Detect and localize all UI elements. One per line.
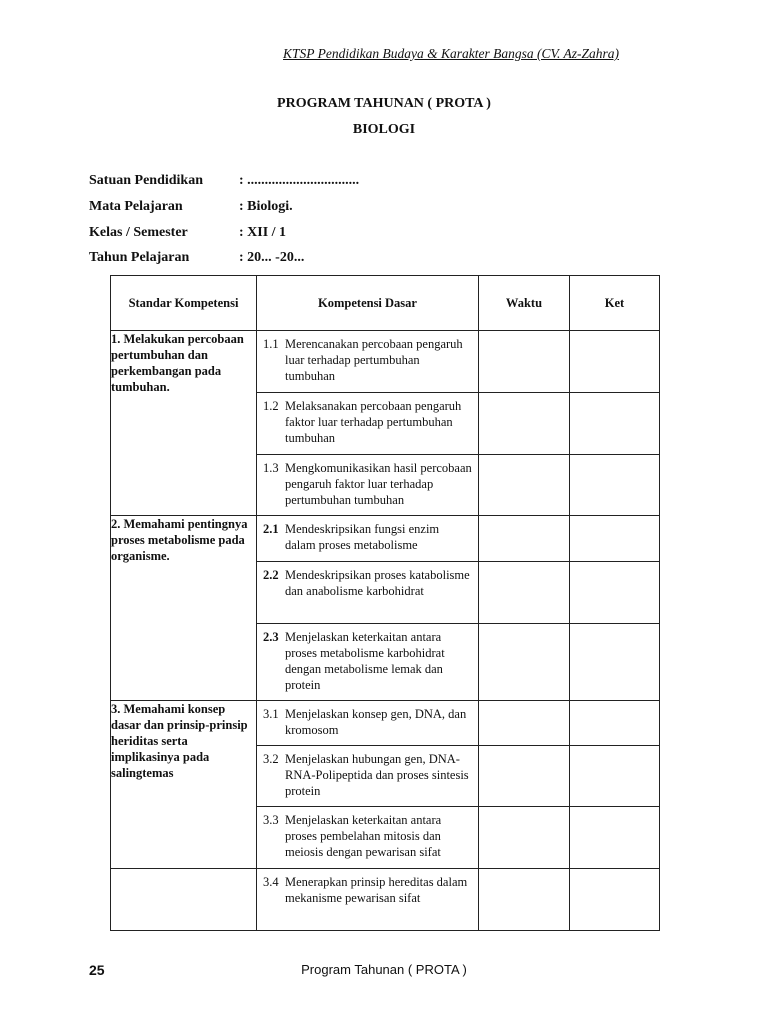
kd-text: Menjelaskan keterkaitan antara proses pembelahan mitosis dan meiosis dengan pewarisan sifat: [285, 813, 442, 859]
kd-text: Mendeskripsikan proses katabolisme dan anabolisme karbohidrat: [285, 568, 470, 598]
kd-cell: [257, 869, 479, 931]
kd-cell: [257, 562, 479, 624]
header-waktu: Waktu: [479, 276, 570, 331]
running-header: KTSP Pendidikan Budaya & Karakter Bangsa (CV. Az-Zahra): [283, 46, 619, 61]
kd-number: 1.1: [263, 337, 279, 351]
header-kompetensi-dasar: Kompetensi Dasar: [257, 276, 479, 331]
kd-number: 1.3: [263, 461, 279, 475]
kd-text: Merencanakan percobaan pengaruh luar terhadap pertumbuhan tumbuhan: [285, 337, 463, 383]
ket-cell: [570, 562, 660, 624]
sk-cell: 1. Melakukan percobaan pertumbuhan dan perkembangan pada tumbuhan.: [111, 331, 257, 516]
info-value: : ................................: [239, 173, 360, 188]
kd-cell: [257, 746, 479, 807]
table-row: [111, 869, 660, 931]
waktu-cell: [479, 746, 570, 807]
sk-cell: 2. Memahami pentingnya proses metabolisme pada organisme.: [111, 516, 257, 701]
ket-cell: [570, 869, 660, 931]
kd-text: Mengkomunikasikan hasil percobaan pengaruh faktor luar terhadap pertumbuhan tumbuhan: [285, 461, 472, 507]
info-value: : Biologi.: [239, 199, 293, 214]
waktu-cell: [479, 807, 570, 869]
waktu-cell: [479, 331, 570, 393]
ket-cell: [570, 393, 660, 455]
waktu-cell: [479, 701, 570, 746]
ket-cell: [570, 455, 660, 516]
info-label: Tahun Pelajaran: [89, 250, 190, 265]
info-label: Kelas / Semester: [89, 225, 188, 240]
kd-number: 1.2: [263, 399, 279, 413]
kd-cell: [257, 807, 479, 869]
document-title: PROGRAM TAHUNAN ( PROTA ): [277, 96, 491, 111]
ket-cell: [570, 701, 660, 746]
kd-number: 3.2: [263, 752, 279, 766]
info-value: : 20... -20...: [239, 250, 305, 265]
table-row: [111, 701, 660, 746]
info-label: Satuan Pendidikan: [89, 173, 203, 188]
sk-cell: 3. Memahami konsep dasar dan prinsip-prinsip heriditas serta implikasinya pada salingtemas: [111, 701, 257, 869]
info-label: Mata Pelajaran: [89, 199, 183, 214]
waktu-cell: [479, 624, 570, 701]
ket-cell: [570, 516, 660, 562]
kd-number: 2.3: [263, 630, 279, 644]
waktu-cell: [479, 869, 570, 931]
running-footer: Program Tahunan ( PROTA ): [301, 962, 467, 977]
table-row: [111, 331, 660, 393]
kd-number: 3.4: [263, 875, 279, 889]
table-row: [111, 516, 660, 562]
kd-text: Menjelaskan hubungan gen, DNA-RNA-Polipeptida dan proses sintesis protein: [285, 752, 469, 798]
info-value: : XII / 1: [239, 225, 287, 240]
sk-cell: [111, 869, 257, 931]
kd-number: 3.3: [263, 813, 279, 827]
kd-text: Melaksanakan percobaan pengaruh faktor luar terhadap pertumbuhan tumbuhan: [285, 399, 462, 445]
kd-number: 2.1: [263, 522, 279, 536]
waktu-cell: [479, 455, 570, 516]
prota-table: [110, 275, 660, 931]
kd-cell: [257, 624, 479, 701]
kd-number: 2.2: [263, 568, 279, 582]
ket-cell: [570, 746, 660, 807]
waktu-cell: [479, 562, 570, 624]
kd-cell: [257, 701, 479, 746]
waktu-cell: [479, 516, 570, 562]
kd-cell: [257, 516, 479, 562]
document-subtitle: BIOLOGI: [352, 122, 416, 137]
waktu-cell: [479, 393, 570, 455]
ket-cell: [570, 807, 660, 869]
kd-text: Menjelaskan konsep gen, DNA, dan kromosom: [285, 707, 467, 737]
table-header-row: [111, 276, 660, 331]
header-ket: Ket: [570, 276, 660, 331]
kd-text: Menjelaskan keterkaitan antara proses metabolisme karbohidrat dengan metabolisme lemak dan protein: [285, 630, 445, 692]
kd-cell: [257, 393, 479, 455]
page-number: 25: [89, 962, 105, 978]
header-standar-kompetensi: Standar Kompetensi: [111, 276, 257, 331]
ket-cell: [570, 624, 660, 701]
kd-text: Menerapkan prinsip hereditas dalam mekanisme pewarisan sifat: [285, 875, 468, 905]
kd-number: 3.1: [263, 707, 279, 721]
kd-cell: [257, 331, 479, 393]
kd-text: Mendeskripsikan fungsi enzim dalam proses metabolisme: [285, 522, 440, 552]
ket-cell: [570, 331, 660, 393]
kd-cell: [257, 455, 479, 516]
